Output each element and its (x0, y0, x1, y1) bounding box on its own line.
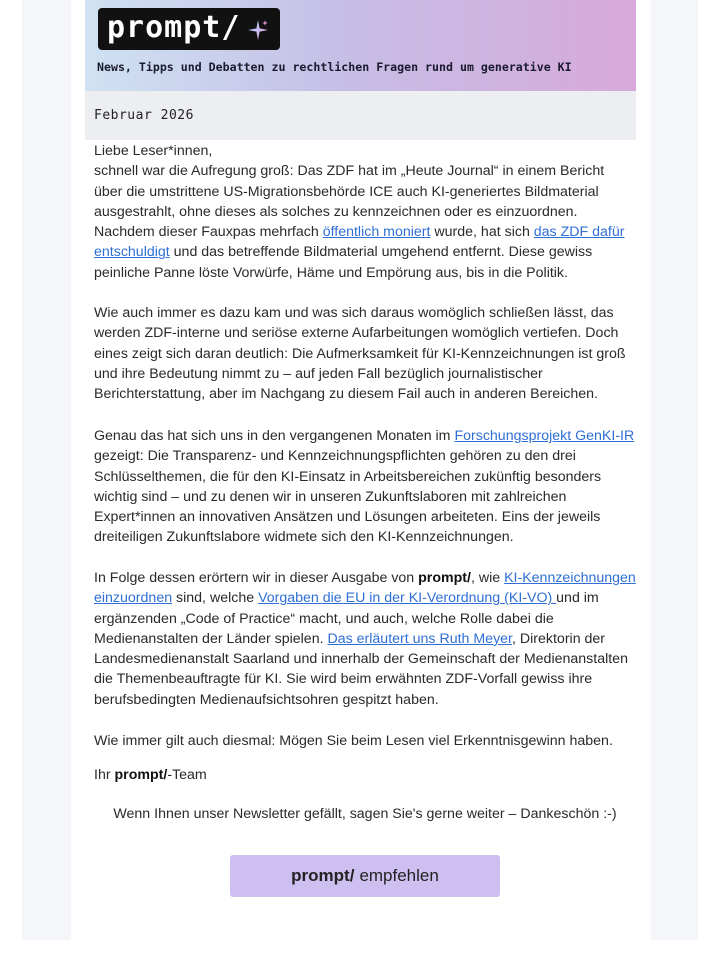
sparkle-icon (246, 18, 270, 42)
newsletter-header (85, 0, 636, 91)
signature-text: -Team (167, 767, 207, 783)
paragraph-text: und das betreffende Bildmaterial umgehend entfernt. Diese gewiss peinliche Panne löste Vorwürfe, Häme und Empörung aus, bis in die Politik. (94, 244, 593, 281)
issue-date-bar (85, 91, 636, 140)
paragraph-text: Wie immer gilt auch diesmal: Mögen Sie beim Lesen viel Erkenntnisgewinn haben. (94, 733, 613, 749)
signature (94, 765, 636, 785)
cta-label: empfehlen (359, 866, 439, 885)
recommend-button[interactable] (230, 855, 500, 897)
paragraph-text: , wie (470, 570, 505, 586)
issue-date: Februar 2026 (94, 108, 194, 123)
paragraph-text: In Folge dessen erörtern wir in dieser Ausgabe von (94, 570, 419, 586)
link-ki-verordnung[interactable]: Vorgaben die EU in der KI-Verordnung (KI-VO) (258, 590, 557, 607)
paragraph-text: sind, welche (172, 590, 259, 607)
paragraph-text: und im ergänzenden „Code of Practice“ macht, und auch, welche Rolle dabei die Medienanstalten der Länder spielen. (94, 590, 599, 647)
link-zdf-entschuldigt[interactable]: das ZDF dafür entschuldigt (94, 224, 625, 261)
newsletter-tagline: News, Tipps und Debatten zu rechtlichen Fragen rund um generative KI (97, 60, 572, 74)
share-prompt: Wenn Ihnen unser Newsletter gefällt, sagen Sie's gerne weiter – Dankeschön :-) (113, 806, 617, 822)
link-ruth-meyer[interactable]: Das erläutert uns Ruth Meyer (327, 630, 512, 647)
paragraph-3 (94, 426, 636, 548)
link-ki-kennzeichnungen[interactable]: KI-Kennzeichnungen einzuordnen (94, 570, 636, 607)
logo-text: prompt/ (107, 10, 241, 45)
greeting: Liebe Leser*innen, (94, 143, 213, 159)
paragraph-2 (94, 303, 636, 404)
paragraph-text: gezeigt: Die Transparenz- und Kennzeichnungspflichten gehören zu den drei Schlüsselthemen, die für den KI-Einsatz in Arbeitsbereichen zukünftig besonders wichtig sind – und zu denen wir in unseren Zukunftslaboren mit zahlreichen Expert*innen an innovativen Ansätzen und Lösungen arbeiteten. Eins der jeweils dreiteiligen Zukunftslabore widmete sich den KI-Kennzeichnungen. (94, 448, 602, 546)
paragraph-text: , Direktorin der Landesmedienanstalt Saarland und innerhalb der Gemeinschaft der Medienanstalten die Themenbeauftragte für KI. Sie wird beim erwähnten ZDF-Vorfall gewiss ihre berufsbedingten Medienaufsichtsohren gespitzt haben. (94, 630, 628, 708)
brand-name: prompt/ (114, 767, 168, 783)
paragraph-text: Genau das hat sich uns in den vergangenen Monaten im (94, 428, 455, 444)
signature-text: Ihr (94, 767, 115, 783)
paragraph-text: Wie auch immer es dazu kam und was sich daraus womöglich schließen lässt, das werden ZDF-interne und seriöse externe Aufarbeitungen womöglich vertiefen. Doch eines zeigt sich daran deutlich: Die Aufmerksamkeit für KI-Kennzeichnungen ist groß und ihre Bedeutung nimmt zu – auf jeden Fall bezüglich journalistischer Berichterstattung, aber im Nachgang zu diesem Fail auch in anderen Bereichen. (94, 305, 626, 403)
paragraph-5 (94, 731, 636, 751)
intro-paragraph (94, 141, 636, 283)
brand-name: prompt/ (418, 570, 471, 586)
paragraph-text: wurde, hat sich (430, 224, 534, 241)
paragraph-text: schnell war die Aufregung groß: Das ZDF hat im „Heute Journal“ in einem Bericht über die umstrittene US-Migrationsbehörde ICE auch KI-generiertes Bildmaterial ausgestrahlt, ohne dieses als solches zu kennzeichnen oder es einzuordnen. Nachdem dieser Fauxpas mehrfach (94, 163, 605, 241)
link-forschungsprojekt[interactable]: Forschungsprojekt GenKI-IR (454, 428, 635, 444)
cta-brand: prompt/ (291, 866, 355, 885)
paragraph-4 (94, 568, 636, 710)
prompt-logo[interactable] (98, 8, 280, 50)
link-oeffentlich-moniert[interactable]: öffentlich moniert (322, 224, 431, 241)
